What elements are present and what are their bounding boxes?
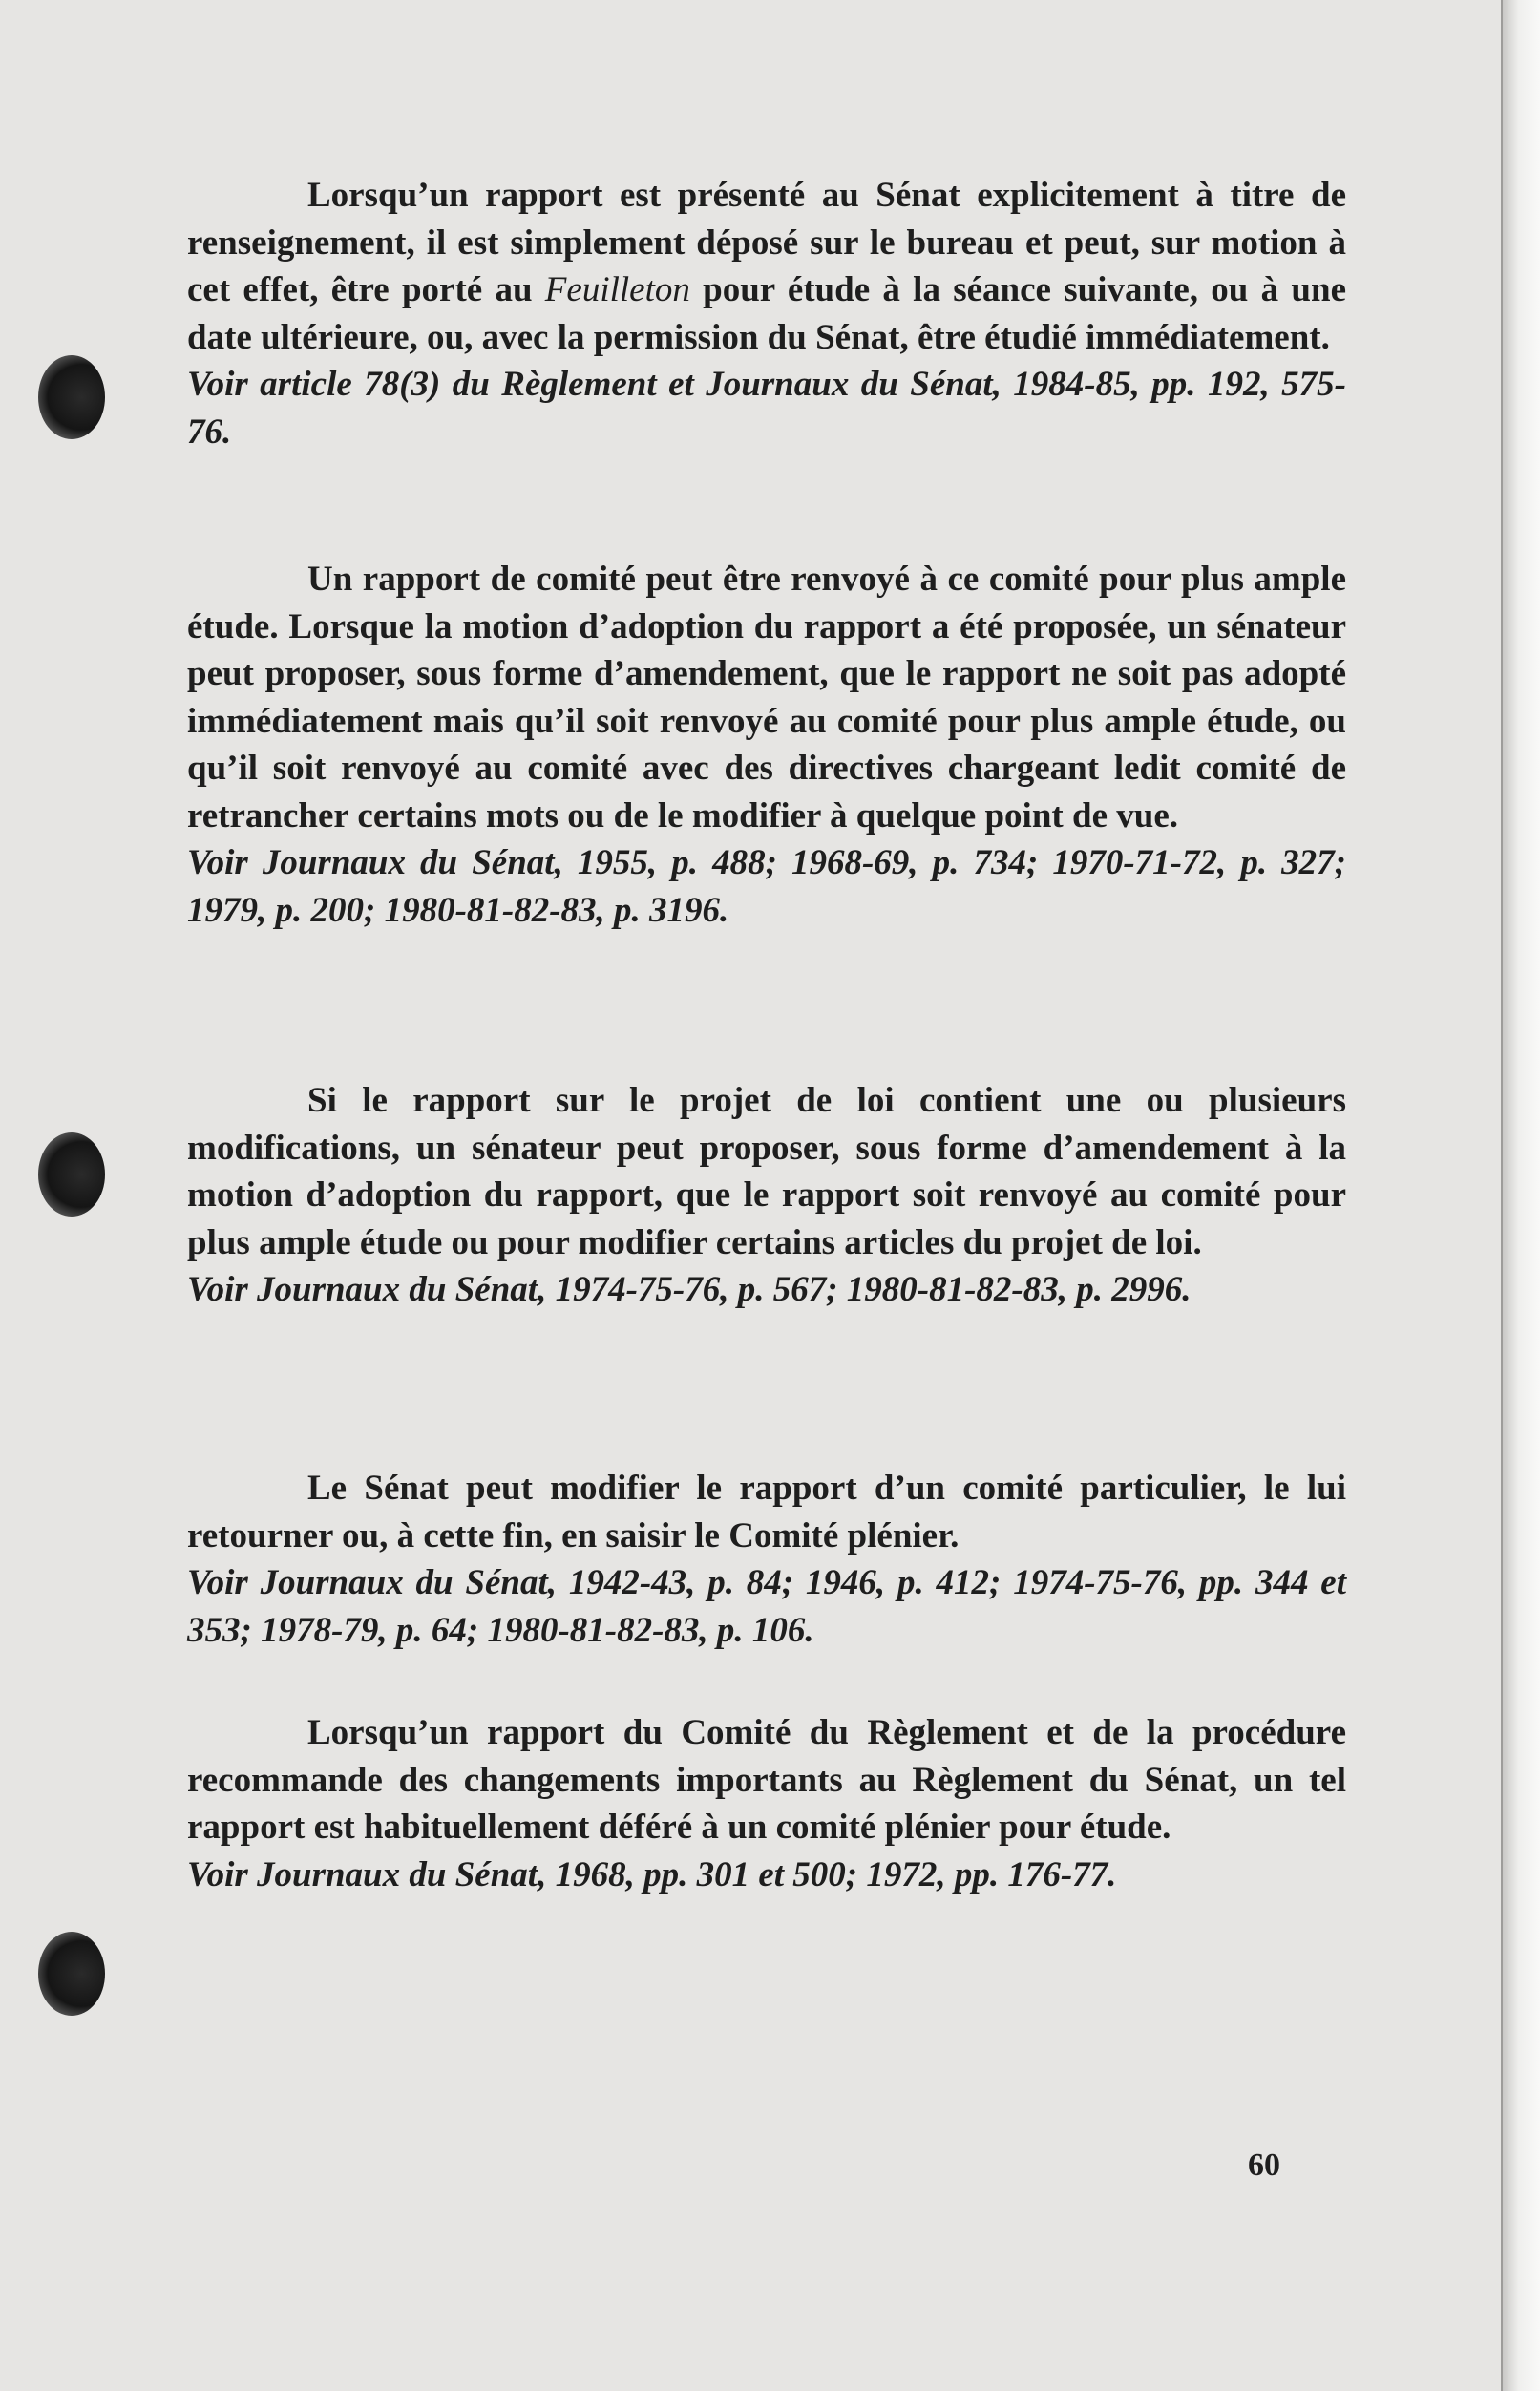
paragraph-text: Lorsqu’un rapport du Comité du Règlement et de la procédure recommande des changements importants au Règlement du Sénat, un tel rapport est habituellement déféré à un comité plénier pour étude.: [187, 1713, 1346, 1847]
paragraph-text: [187, 172, 1346, 361]
paragraph-block: [187, 172, 1346, 455]
paragraph-text: Si le rapport sur le projet de loi contient une ou plusieurs modifications, un sénateur peut proposer, sous forme d’amendement à la motion d’adoption du rapport, que le rapport soit renvoyé au comité pour plus ample étude ou pour modifier certains articles du projet de loi.: [187, 1081, 1346, 1262]
binder-hole: [38, 355, 105, 439]
paragraph-reference: Voir Journaux du Sénat, 1955, p. 488; 1968-69, p. 734; 1970-71-72, p. 327; 1979, p. 200; 1980-81-82-83, p. 3196.: [187, 843, 1346, 930]
page-edge: [1501, 0, 1540, 2391]
paragraph-block: [187, 1077, 1346, 1314]
feuilleton-italic: Feuilleton: [544, 270, 690, 309]
paragraph-reference: Voir article 78(3) du Règlement et Journaux du Sénat, 1984-85, pp. 192, 575-76.: [187, 365, 1346, 452]
binder-hole: [38, 1132, 105, 1217]
paragraph-reference: Voir Journaux du Sénat, 1968, pp. 301 et 500; 1972, pp. 176-77.: [187, 1854, 1117, 1894]
paragraph-text-start: Lorsqu’un rapport est présenté au Sénat explicitement à titre de renseignement, il est simplement déposé sur le bureau et peut, sur motion à cet effet, être porté au: [187, 176, 1346, 309]
paragraph-reference: Voir Journaux du Sénat, 1974-75-76, p. 567; 1980-81-82-83, p. 2996.: [187, 1270, 1192, 1309]
paragraph-block: [187, 1465, 1346, 1654]
paragraph-text: Le Sénat peut modifier le rapport d’un comité particulier, le lui retourner ou, à cette fin, en saisir le Comité plénier.: [187, 1469, 1346, 1555]
paragraph-text-end: pour étude à la séance suivante, ou à une date ultérieure, ou, avec la permission du Sénat, être étudié immédiatement.: [187, 270, 1346, 357]
page-number: 60: [1248, 2148, 1280, 2183]
paragraph-block: [187, 556, 1346, 934]
paragraph-block: [187, 1709, 1346, 1898]
binder-hole: [38, 1932, 105, 2016]
paragraph-text: Un rapport de comité peut être renvoyé à ce comité pour plus ample étude. Lorsque la motion d’adoption du rapport a été proposée, un sénateur peut proposer, sous forme d’amendement, que le rapport ne soit pas adopté immédiatement mais qu’il soit renvoyé au comité pour plus ample étude, ou qu’il soit renvoyé au comité avec des directives chargeant ledit comité de retrancher certains mots ou de le modifier à quelque point de vue.: [187, 560, 1346, 836]
paragraph-reference: Voir Journaux du Sénat, 1942-43, p. 84; 1946, p. 412; 1974-75-76, pp. 344 et 353; 1978-79, p. 64; 1980-81-82-83, p. 106.: [187, 1563, 1346, 1650]
